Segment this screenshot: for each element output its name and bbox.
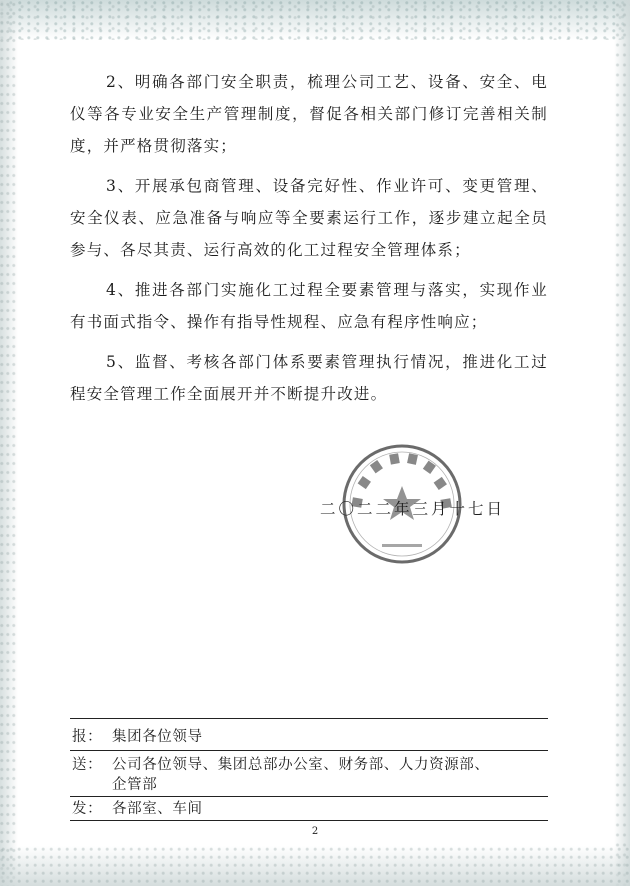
issue-date: 二〇二二年三月十七日 bbox=[320, 500, 506, 518]
scan-edge-bottom bbox=[0, 846, 630, 886]
scan-edge-left bbox=[0, 0, 18, 886]
send-to-label: 送： bbox=[72, 757, 103, 773]
document-body bbox=[70, 66, 548, 418]
distribution-rule-top bbox=[70, 718, 548, 719]
send-to-row bbox=[72, 754, 548, 776]
scan-edge-top bbox=[0, 0, 630, 40]
paragraph-4: 4、推进各部门实施化工过程全要素管理与落实，实现作业有书面式指令、操作有指导性规程、应急有程序性响应； bbox=[70, 281, 548, 331]
send-to-continued-row bbox=[72, 774, 548, 796]
issue-to-row bbox=[72, 798, 548, 820]
distribution-rule-1 bbox=[70, 750, 548, 751]
issue-to-label: 发： bbox=[72, 801, 103, 817]
scan-edge-right bbox=[614, 0, 630, 886]
report-to-row bbox=[72, 726, 548, 748]
paragraph-3: 3、开展承包商管理、设备完好性、作业许可、变更管理、安全仪表、应急准备与响应等全要素运行工作，逐步建立起全员参与、各尽其责、运行高效的化工过程安全管理体系； bbox=[70, 177, 548, 259]
issue-to-value: 各部室、车间 bbox=[112, 801, 203, 817]
report-to-value: 集团各位领导 bbox=[112, 729, 203, 745]
page-number: 2 bbox=[311, 826, 319, 837]
send-to-value: 公司各位领导、集团总部办公室、财务部、人力资源部、 bbox=[112, 757, 490, 773]
distribution-rule-2 bbox=[70, 796, 548, 797]
paragraph-5: 5、监督、考核各部门体系要素管理执行情况，推进化工过程安全管理工作全面展开并不断提升改进。 bbox=[70, 353, 548, 403]
paragraph-2: 2、明确各部门安全职责，梳理公司工艺、设备、安全、电仪等各专业安全生产管理制度，督促各相关部门修订完善相关制度，并严格贯彻落实； bbox=[70, 73, 548, 155]
send-to-value-continued: 企管部 bbox=[112, 777, 158, 793]
distribution-rule-bottom bbox=[70, 820, 548, 821]
report-to-label: 报： bbox=[72, 729, 103, 745]
